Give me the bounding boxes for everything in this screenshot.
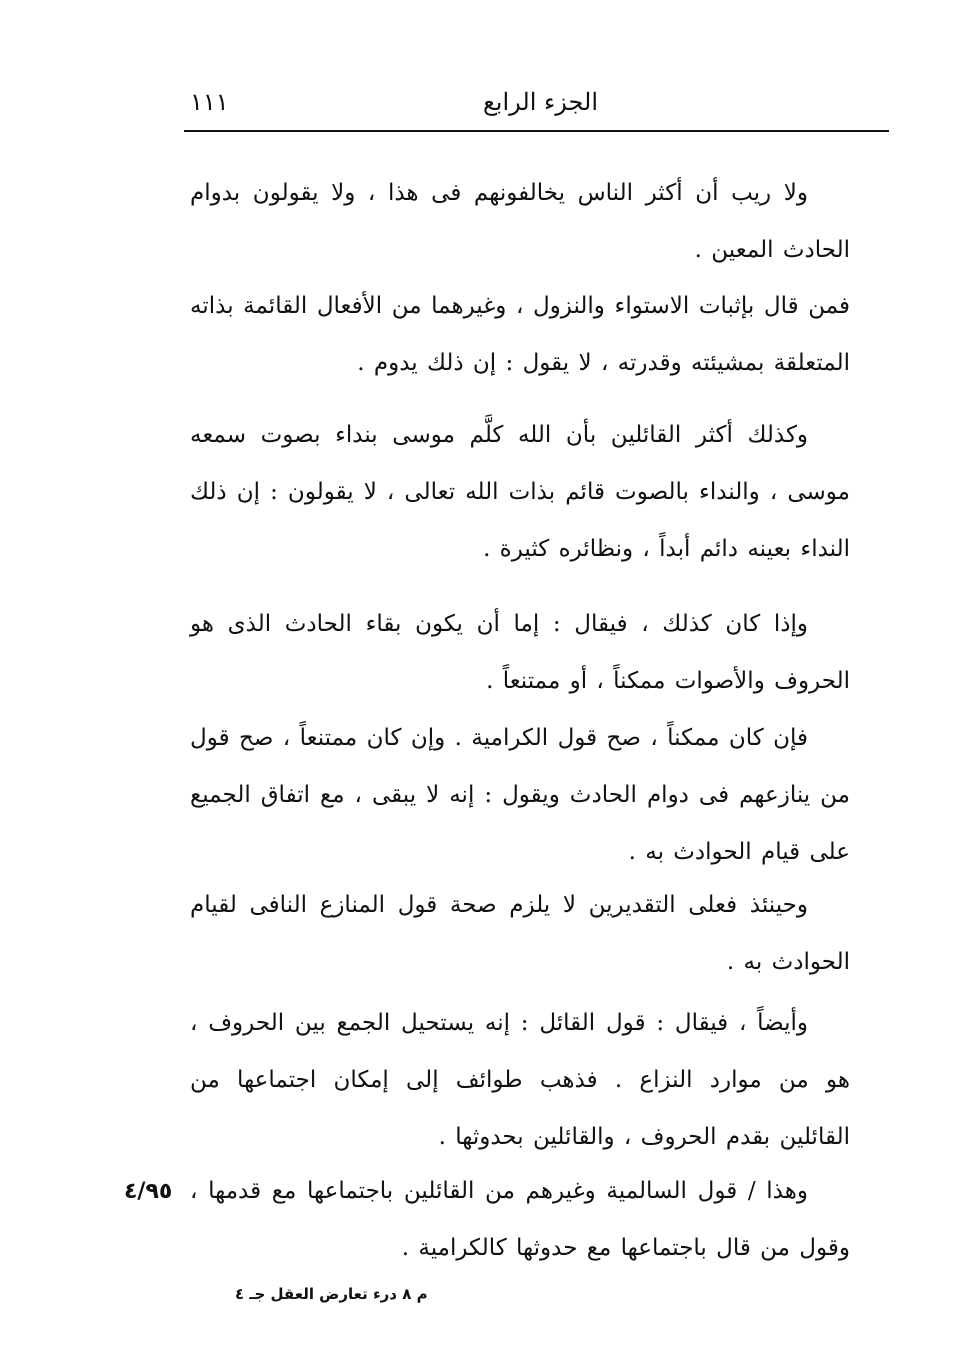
page-header <box>188 86 888 134</box>
paragraph-3-block <box>190 407 850 578</box>
page-number: ١١١ <box>190 88 229 116</box>
paragraph-8: وهذا / قول السالمية وغيرهم من القائلين باجتماعها مع قدمها ، وقول من قال باجتماعها مع حدوثها كالكرامية . <box>190 1178 850 1261</box>
paragraph-4: وإذا كان كذلك ، فيقال : إما أن يكون بقاء الحادث الذى هو الحروف والأصوات ممكناً ، أو ممتنعاً . <box>190 611 850 694</box>
paragraph-8-block <box>190 1163 850 1277</box>
paragraph-1: ولا ريب أن أكثر الناس يخالفونهم فى هذا ، ولا يقولون بدوام الحادث المعين . <box>190 180 850 263</box>
paragraph-4-block <box>190 596 850 710</box>
paragraph-6: وحينئذ فعلى التقديرين لا يلزم صحة قول المنازع النافى لقيام الحوادث به . <box>190 892 850 975</box>
paragraph-2: فمن قال بإثبات الاستواء والنزول ، وغيرهما من الأفعال القائمة بذاته المتعلقة بمشيئته وقدرته ، لا يقول : إن ذلك يدوم . <box>190 293 850 376</box>
paragraph-7: وأيضاً ، فيقال : قول القائل : إنه يستحيل الجمع بين الحروف ، هو من موارد النزاع . فذهب طوائف إلى إمكان اجتماعها من القائلين بقدم الحروف ، والقائلين بحدوثها . <box>190 1010 850 1150</box>
paragraph-7-block <box>190 995 850 1166</box>
paragraph-6-block <box>190 877 850 991</box>
paragraph-5-block <box>190 710 850 881</box>
running-title: الجزء الرابع <box>483 88 598 116</box>
header-rule <box>184 130 889 132</box>
paragraph-1-block <box>190 165 850 279</box>
paragraph-2-block <box>190 278 850 392</box>
footer-signature: م ٨ درء تعارض العقل جـ ٤ <box>235 1285 428 1303</box>
paragraph-3: وكذلك أكثر القائلين بأن الله كلَّم موسى بنداء بصوت سمعه موسى ، والنداء بالصوت قائم بذات الله تعالى ، لا يقولون : إن ذلك النداء بعينه دائم أبداً ، ونظائره كثيرة . <box>190 422 850 562</box>
paragraph-5: فإن كان ممكناً ، صح قول الكرامية . وإن كان ممتنعاً ، صح قول من ينازعهم فى دوام الحادث ويقول : إنه لا يبقى ، مع اتفاق الجميع على قيام الحوادث به . <box>190 725 850 865</box>
margin-reference: ٤/٩٥ <box>124 1179 173 1204</box>
